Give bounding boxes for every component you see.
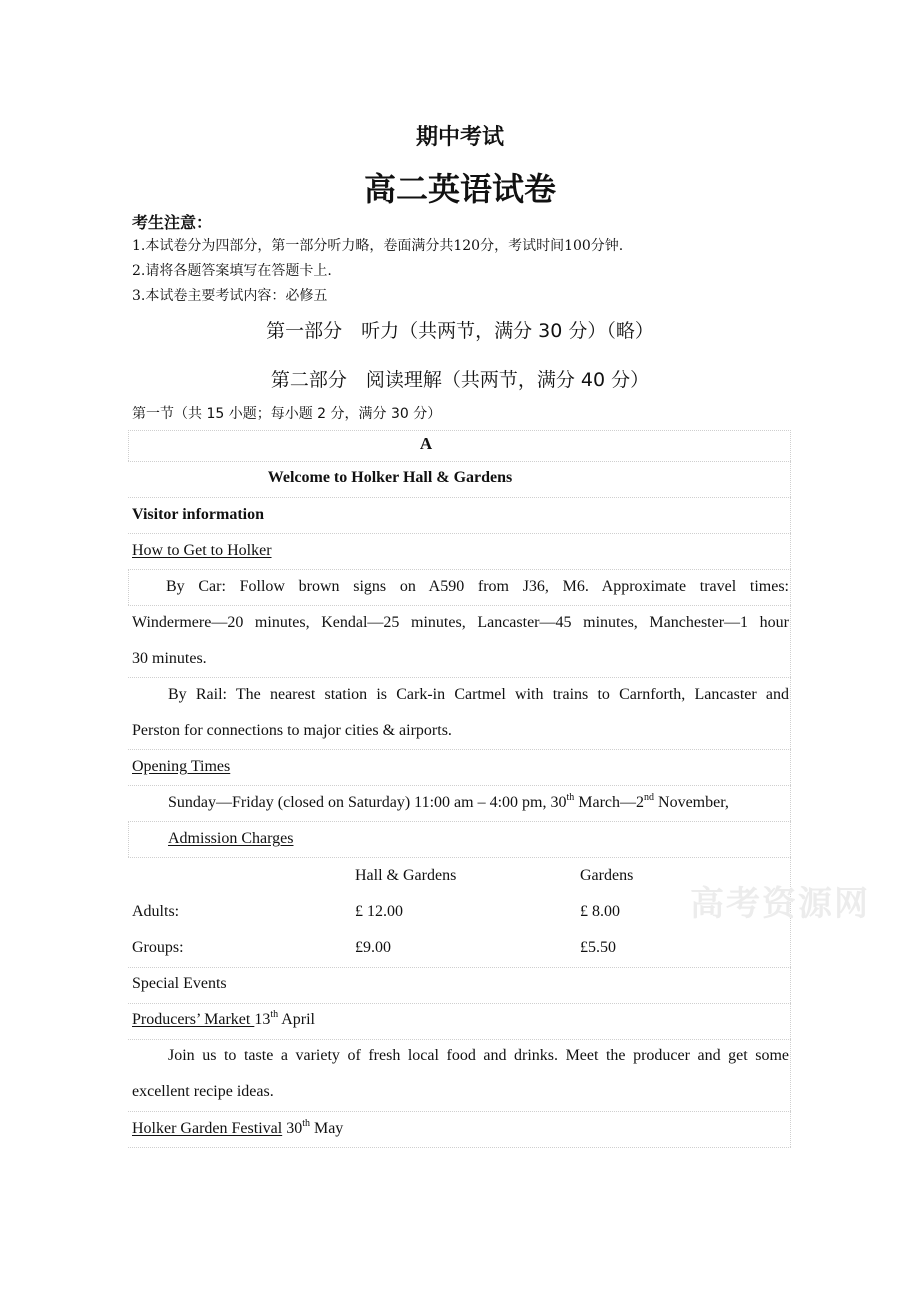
grid-line bbox=[128, 857, 791, 858]
exam-title: 期中考试 bbox=[415, 124, 504, 150]
producers-market-label: Producers’ Market bbox=[132, 1011, 255, 1028]
grid-line bbox=[128, 749, 791, 750]
admission-heading: Admission Charges bbox=[168, 830, 294, 847]
table-header-hall-gardens: Hall & Gardens bbox=[355, 867, 457, 884]
notice-item-2: 2.请将各题答案填写在答题卡上. bbox=[132, 263, 332, 279]
festival-month: May bbox=[309, 1120, 344, 1137]
ordinal-suffix: th bbox=[270, 1008, 279, 1020]
grid-line bbox=[128, 821, 129, 857]
grid-line bbox=[128, 533, 791, 534]
table-row-label: Groups: bbox=[132, 939, 184, 956]
by-rail-line-2: Perston for connections to major cities & airports. bbox=[132, 722, 452, 739]
producers-month: April bbox=[278, 1011, 315, 1028]
part-one-heading: 第一部分 听力（共两节，满分 30 分）（略） bbox=[266, 320, 654, 342]
producers-line-2: excellent recipe ideas. bbox=[132, 1083, 274, 1100]
visitor-info-heading: Visitor information bbox=[132, 506, 264, 523]
producers-line-1: Join us to taste a variety of fresh local food and drinks. Meet the producer and get some bbox=[168, 1047, 789, 1064]
notice-heading: 考生注意： bbox=[132, 213, 213, 232]
ordinal-suffix: th bbox=[302, 1117, 310, 1129]
grid-line bbox=[128, 677, 791, 678]
notice-item-3: 3.本试卷主要考试内容：必修五 bbox=[132, 288, 328, 304]
ordinal-suffix: th bbox=[566, 791, 575, 803]
table-cell: £5.50 bbox=[580, 939, 616, 956]
garden-festival-heading bbox=[132, 1117, 344, 1138]
grid-line bbox=[128, 785, 791, 786]
grid-line bbox=[128, 569, 129, 605]
how-to-get-heading: How to Get to Holker bbox=[132, 542, 272, 559]
part-two-heading: 第二部分 阅读理解（共两节，满分 40 分） bbox=[270, 369, 650, 391]
grid-line bbox=[128, 1039, 791, 1040]
grid-line bbox=[128, 1147, 791, 1148]
grid-line bbox=[128, 1003, 791, 1004]
grid-line bbox=[128, 430, 791, 431]
grid-line bbox=[128, 461, 791, 462]
grid-line bbox=[790, 430, 791, 1147]
special-events-heading: Special Events bbox=[132, 975, 227, 992]
ordinal-suffix: nd bbox=[644, 791, 655, 803]
table-cell: £ 12.00 bbox=[355, 903, 403, 920]
opening-text-part: Sunday—Friday (closed on Saturday) 11:00 am – 4:00 pm, 30 bbox=[168, 794, 567, 811]
grid-line bbox=[128, 1111, 791, 1112]
opening-times-heading: Opening Times bbox=[132, 758, 231, 775]
by-rail-line-1: By Rail: The nearest station is Cark-in Cartmel with trains to Carnforth, Lancaster and bbox=[168, 686, 789, 703]
grid-line bbox=[128, 967, 791, 968]
festival-date: 30 bbox=[282, 1120, 303, 1137]
by-car-line-3: 30 minutes. bbox=[132, 650, 207, 667]
table-cell: £ 8.00 bbox=[580, 903, 620, 920]
grid-line bbox=[128, 605, 791, 606]
grid-line bbox=[128, 569, 791, 570]
grid-line bbox=[128, 821, 791, 822]
table-cell: £9.00 bbox=[355, 939, 391, 956]
grid-line bbox=[128, 497, 791, 498]
opening-text-part: March—2 bbox=[574, 794, 645, 811]
table-row-label: Adults: bbox=[132, 903, 180, 920]
paper-title: 高二英语试卷 bbox=[363, 170, 556, 208]
passage-title: Welcome to Holker Hall & Gardens bbox=[267, 469, 513, 486]
producers-market-heading bbox=[132, 1008, 315, 1029]
passage-letter: A bbox=[419, 434, 433, 453]
by-car-line-2: Windermere—20 minutes, Kendal—25 minutes, Lancaster—45 minutes, Manchester—1 hour bbox=[132, 614, 789, 631]
by-car-line-1: By Car: Follow brown signs on A590 from J36, M6. Approximate travel times: bbox=[166, 578, 789, 595]
table-header-gardens: Gardens bbox=[580, 867, 634, 884]
producers-date: 13 bbox=[254, 1011, 271, 1028]
opening-text-part: November, bbox=[654, 794, 729, 811]
garden-festival-label: Holker Garden Festival bbox=[132, 1120, 283, 1137]
opening-times-text bbox=[168, 791, 729, 812]
section-one-heading: 第一节（共 15 小题；每小题 2 分，满分 30 分） bbox=[132, 406, 442, 422]
watermark: 高考资源网 bbox=[690, 884, 870, 924]
notice-item-1: 1.本试卷分为四部分，第一部分听力略，卷面满分共120分，考试时间100分钟. bbox=[132, 238, 624, 254]
